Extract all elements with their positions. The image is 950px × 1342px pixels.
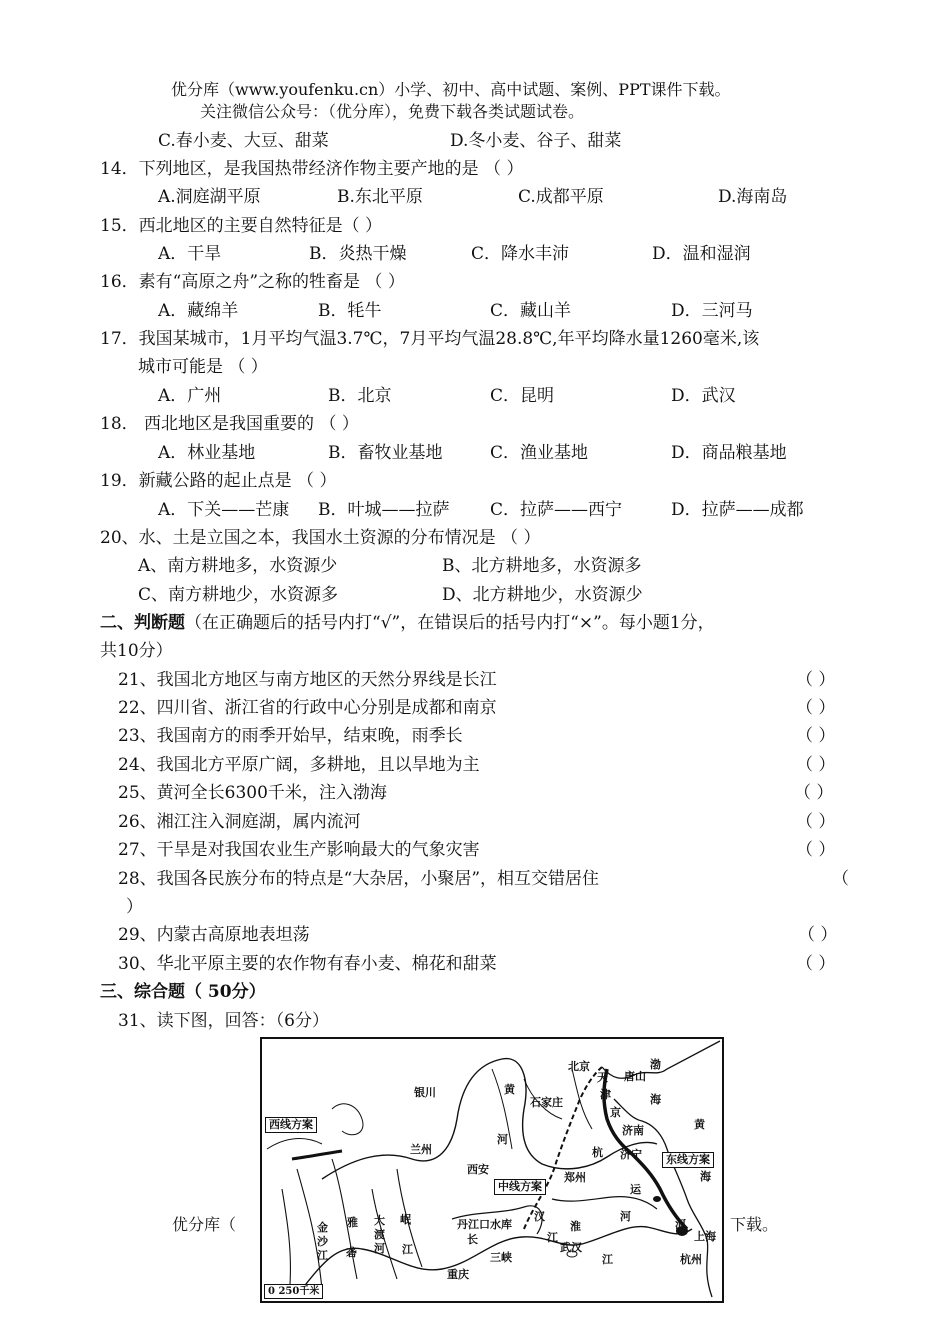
q20-option-b: B、北方耕地多，水资源多 (442, 556, 642, 576)
map-label-shanghai: 上海 (694, 1230, 716, 1243)
q17-stem-line-1: 17．我国某城市，1月平均气温3.7℃，7月平均气温28.8℃,年平均降水量1260毫米,该 (100, 329, 760, 349)
q19-option-b: B．叶城——拉萨 (318, 500, 450, 520)
q17-option-d: D．武汉 (671, 386, 736, 406)
map-label-he-3: 河 (675, 1218, 686, 1231)
map-label-hai-east: 海 (700, 1170, 711, 1183)
map-label-yun: 运 (630, 1183, 641, 1196)
q18-option-c: C．渔业基地 (490, 443, 589, 463)
map-label-chongqing: 重庆 (447, 1268, 469, 1281)
middle-route-label: 中线方案 (494, 1179, 546, 1195)
q17-option-b: B．北京 (328, 386, 392, 406)
map-label-tangshan: 唐山 (624, 1070, 646, 1083)
q17-stem-line-2: 城市可能是 （ ） (138, 357, 268, 377)
map-label-yinchuan: 银川 (414, 1086, 436, 1099)
judge-23-answer[interactable]: （ ） (796, 726, 836, 746)
q19-stem: 19．新藏公路的起止点是 （ ） (100, 471, 337, 491)
section2-heading (100, 612, 715, 634)
map-label-zhengzhou: 郑州 (564, 1171, 586, 1184)
map-label-daduhe: 大渡河 (374, 1214, 385, 1255)
map-label-jinshajiang: 金沙江 (317, 1221, 328, 1262)
q15-option-d: D．温和湿润 (652, 244, 751, 264)
map-label-he: 河 (497, 1133, 508, 1146)
q14-option-c: C.成都平原 (518, 187, 604, 207)
q31-stem: 31、读下图，回答：（6分） (118, 1011, 329, 1031)
map-label-he-2: 河 (620, 1210, 631, 1223)
q16-option-b: B．牦牛 (318, 301, 382, 321)
east-route-label: 东线方案 (662, 1152, 714, 1168)
judge-26-text: 26、湘江注入洞庭湖，属内流河 (118, 812, 361, 832)
map-label-huang: 黄 (504, 1083, 515, 1096)
map-label-beijing: 北京 (568, 1060, 590, 1073)
map-label-hangzhou: 杭州 (680, 1253, 702, 1266)
q18-option-d: D．商品粮基地 (671, 443, 787, 463)
q20-stem: 20、水、土是立国之本，我国水土资源的分布情况是 （ ） (100, 528, 541, 548)
map-label-bo: 渤 (650, 1058, 661, 1071)
judge-28-answer-open[interactable]: （ (832, 869, 849, 889)
map-label-jiang-3: 江 (402, 1243, 413, 1256)
map-label-han: 汉 (534, 1210, 545, 1223)
west-route-label: 西线方案 (265, 1117, 317, 1133)
q14-option-a: A.洞庭湖平原 (158, 187, 261, 207)
section2-title: 二、判断题 (100, 613, 185, 633)
map-label-tian: 天 (597, 1071, 608, 1084)
map-label-jiang-2: 江 (602, 1253, 613, 1266)
header-line-1: 优分库（www.youfenku.cn）小学、初中、高中试题、案例、PPT课件下载。 (171, 80, 731, 99)
q16-option-a: A．藏绵羊 (158, 301, 239, 321)
map-label-shijiazhuang: 石家庄 (530, 1096, 563, 1109)
q18-option-a: A．林业基地 (158, 443, 256, 463)
map-label-huai: 淮 (570, 1220, 581, 1233)
q19-option-a: A．下关——芒康 (158, 500, 290, 520)
map-label-min: 岷 (400, 1213, 411, 1226)
map-label-danjiangkou: 丹江口水库 (457, 1218, 512, 1231)
judge-30-answer[interactable]: （ ） (796, 954, 836, 974)
section2-desc: （在正确题后的括号内打“√”，在错误后的括号内打“×”。每小题1分， (185, 613, 715, 633)
q19-option-c: C．拉萨——西宁 (490, 500, 623, 520)
judge-25-answer[interactable]: （ ） (794, 783, 834, 803)
q16-option-c: C．藏山羊 (490, 301, 572, 321)
q18-option-b: B．畜牧业基地 (328, 443, 443, 463)
judge-24-text: 24、我国北方平原广阔，多耕地，且以旱地为主 (118, 755, 480, 775)
q17-option-a: A．广州 (158, 386, 222, 406)
judge-27-answer[interactable]: （ ） (796, 840, 836, 860)
section3-title: 三、综合题（ 50分） (100, 982, 266, 1002)
judge-25-text: 25、黄河全长6300千米，注入渤海 (118, 783, 387, 803)
q20-option-d: D、北方耕地少，水资源少 (442, 585, 643, 605)
judge-27-text: 27、干旱是对我国农业生产影响最大的气象灾害 (118, 840, 480, 860)
q14-option-b: B.东北平原 (337, 187, 423, 207)
map-label-hang: 杭 (592, 1146, 603, 1159)
map-label-long: 砻 (346, 1246, 357, 1259)
judge-30-text: 30、华北平原主要的农作物有春小麦、棉花和甜菜 (118, 954, 497, 974)
q16-stem: 16．素有“高原之舟”之称的牲畜是 （ ） (100, 272, 405, 292)
judge-22-answer[interactable]: （ ） (796, 698, 836, 718)
map-label-jinan: 济南 (622, 1124, 644, 1137)
judge-29-text: 29、内蒙古高原地表坦荡 (118, 925, 310, 945)
q16-option-d: D．三河马 (671, 301, 753, 321)
q18-stem: 18． 西北地区是我国重要的 （ ） (100, 414, 359, 434)
q13-option-c: C.春小麦、大豆、甜菜 (158, 131, 329, 151)
judge-22-text: 22、四川省、浙江省的行政中心分别是成都和南京 (118, 698, 497, 718)
judge-21-text: 21、我国北方地区与南方地区的天然分界线是长江 (118, 670, 497, 690)
section2-desc-2: 共10分） (100, 641, 173, 661)
q20-option-a: A、南方耕地多，水资源少 (138, 556, 338, 576)
map-label-chang: 长 (467, 1233, 478, 1246)
judge-28-answer-close: ） (126, 897, 143, 917)
q19-option-d: D．拉萨——成都 (671, 500, 804, 520)
map-label-jin: 津 (600, 1088, 611, 1101)
map-label-wuhan: 武汉 (560, 1241, 582, 1254)
map-label-sanxia: 三峡 (490, 1251, 512, 1264)
q17-option-c: C．昆明 (490, 386, 555, 406)
judge-24-answer[interactable]: （ ） (796, 755, 836, 775)
q13-option-d: D.冬小麦、谷子、甜菜 (450, 131, 622, 151)
map-label-hai-north: 海 (650, 1093, 661, 1106)
q15-option-a: A．干旱 (158, 244, 222, 264)
map-scale: 0 250千米 (264, 1284, 323, 1299)
judge-28-text: 28、我国各民族分布的特点是“大杂居，小聚居”，相互交错居住 (118, 869, 600, 889)
judge-29-answer[interactable]: （ ） (798, 925, 838, 945)
q14-option-d: D.海南岛 (718, 187, 788, 207)
map-label-jiang: 江 (547, 1231, 558, 1244)
q14-stem: 14．下列地区，是我国热带经济作物主要产地的是 （ ） (100, 159, 524, 179)
map-label-jining: 济宁 (620, 1148, 642, 1161)
map-label-lanzhou: 兰州 (410, 1143, 432, 1156)
map-label-ya: 雅 (347, 1216, 358, 1229)
q15-stem: 15．西北地区的主要自然特征是（ ） (100, 216, 383, 236)
footer-left: 优分库（ (172, 1215, 237, 1234)
judge-26-answer[interactable]: （ ） (796, 812, 836, 832)
q20-option-c: C、南方耕地少，水资源多 (138, 585, 339, 605)
map-label-xian: 西安 (467, 1163, 489, 1176)
footer-right: 下载。 (730, 1215, 779, 1234)
q15-option-c: C．降水丰沛 (471, 244, 570, 264)
q15-option-b: B．炎热干燥 (309, 244, 407, 264)
south-north-water-diversion-map (260, 1037, 724, 1303)
map-label-jing: 京 (610, 1106, 621, 1119)
map-label-huang-sea: 黄 (694, 1118, 705, 1131)
judge-23-text: 23、我国南方的雨季开始早，结束晚，雨季长 (118, 726, 463, 746)
header-line-2: 关注微信公众号：（优分库），免费下载各类试题试卷。 (200, 102, 585, 121)
judge-21-answer[interactable]: （ ） (796, 670, 836, 690)
